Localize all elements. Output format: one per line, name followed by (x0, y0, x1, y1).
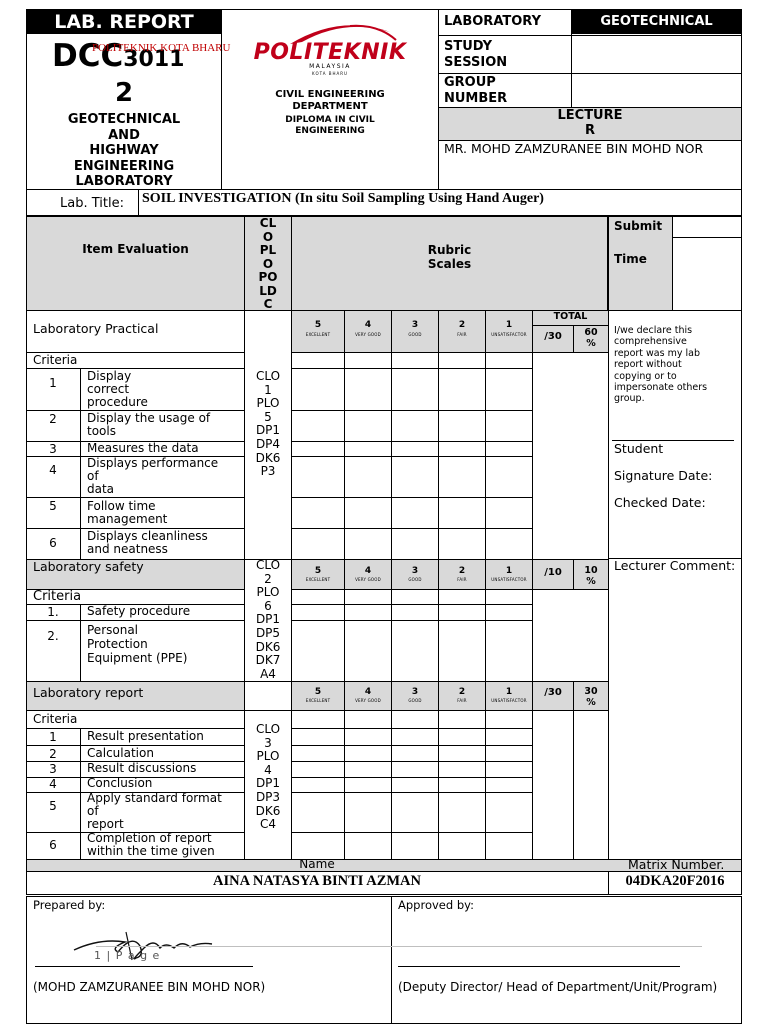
laboratory-label: LABORATORY (444, 14, 541, 29)
report-total-field[interactable] (532, 710, 609, 860)
criteria-text (87, 832, 215, 858)
practical-clo (245, 370, 291, 479)
report-clo (245, 723, 291, 832)
declaration-line: comprehensive (614, 336, 687, 348)
clo-line: A4 (260, 666, 276, 681)
politeknik-logo (250, 18, 410, 78)
group-number-label (444, 75, 507, 107)
pct-line: % (586, 338, 596, 349)
clo-plo-line: CL (259, 216, 277, 230)
criteria-line: within the time given (87, 844, 215, 858)
report-title: Laboratory report (33, 685, 144, 700)
criteria-line: Equipment (PPE) (87, 651, 188, 665)
criteria-number: 4 (49, 463, 57, 477)
practical-total-label: TOTAL (553, 311, 588, 322)
course-code-main: DCC (52, 38, 124, 74)
clo-line: PLO (256, 585, 280, 600)
scale-label: UNSATISFACTOR (491, 332, 527, 337)
scale-num: 5 (314, 687, 322, 697)
safety-total-field[interactable] (532, 589, 609, 682)
group-number-line: GROUP (444, 75, 496, 90)
clo-line: C4 (259, 817, 276, 832)
clo-line: DP1 (255, 612, 281, 627)
report-max: /30 (544, 687, 562, 698)
pct-line: % (586, 697, 596, 708)
practical-max: /30 (544, 331, 562, 342)
criteria-text (87, 777, 152, 790)
criteria-line: Protection (87, 637, 148, 651)
safety-pct (573, 565, 609, 587)
course-title (27, 112, 221, 190)
pct-line: 10 (584, 565, 598, 576)
clo-line: PLO (256, 396, 280, 411)
scale-num: 1 (505, 320, 513, 330)
clo-line: CLO (255, 558, 281, 572)
clo-line: DK7 (255, 653, 281, 668)
clo-line: DK6 (255, 639, 281, 654)
rubric-scales-label (291, 243, 608, 271)
criteria-text (87, 605, 190, 618)
criteria-line: and neatness (87, 542, 168, 556)
study-session-field[interactable] (572, 36, 741, 73)
clo-plo-line: PL (259, 243, 277, 257)
criteria-line: report (87, 817, 124, 831)
study-session-label (444, 39, 507, 71)
diploma (222, 115, 438, 137)
scale-label: VERY GOOD (355, 698, 381, 703)
scale-label: FAIR (457, 698, 467, 703)
clo-line: DP1 (255, 776, 281, 791)
scale-num: 4 (364, 687, 372, 697)
lab-title-value: SOIL INVESTIGATION (In situ Soil Sampling Using Hand Auger) (142, 191, 544, 206)
submit-label: Submit (614, 219, 663, 233)
clo-plo-line: PO (258, 270, 278, 284)
criteria-text (87, 792, 222, 831)
approved-by-label: Approved by: (398, 898, 474, 912)
criteria-number: 6 (49, 838, 57, 852)
practical-total-field[interactable] (532, 352, 609, 560)
time-field[interactable] (672, 237, 742, 311)
study-session-line: STUDY (444, 39, 493, 54)
lab-title-label: Lab. Title: (60, 196, 124, 211)
scale-label: VERY GOOD (355, 332, 381, 337)
scale-num: 3 (411, 320, 419, 330)
page-number: 1 | P a g e (94, 949, 161, 962)
criteria-line: Displays cleanliness (87, 529, 208, 543)
report-pct (573, 686, 609, 708)
scale-num: 4 (364, 566, 372, 576)
pct-line: 60 (584, 327, 598, 338)
scale-num: 4 (364, 320, 372, 330)
criteria-text (87, 412, 210, 438)
declaration-text (614, 325, 738, 405)
safety-title: Laboratory safety (33, 559, 144, 574)
criteria-text (87, 442, 199, 455)
safety-max: /10 (544, 567, 562, 578)
course-title-line: ENGINEERING (73, 158, 175, 174)
logo-sub-malaysia: MALAYSIA (309, 63, 351, 70)
department-line: CIVIL ENGINEERING (275, 89, 385, 100)
lecturer-comment-field[interactable] (609, 575, 741, 859)
criteria-number: 5 (49, 499, 57, 513)
criteria-line: correct (87, 382, 130, 396)
scale-label: UNSATISFACTOR (491, 577, 527, 582)
scale-label: UNSATISFACTOR (491, 698, 527, 703)
lecturer-label-line: LECTURE (557, 108, 623, 123)
criteria-line: data (87, 482, 115, 496)
logo-sub-city: KOTA BHARU (312, 71, 348, 76)
clo-line: CLO (255, 722, 281, 736)
name-label: Name (299, 857, 335, 871)
criteria-text (87, 623, 187, 665)
criteria-text (87, 730, 204, 743)
scale-num: 2 (458, 566, 466, 576)
declaration-line: impersonate others (614, 382, 708, 394)
time-label: Time (614, 252, 647, 266)
prepared-by-label: Prepared by: (33, 898, 106, 912)
preparer-signature-line[interactable] (35, 966, 253, 967)
clo-line: DP5 (255, 625, 281, 640)
criteria-number: 2 (49, 747, 57, 761)
criteria-text (87, 500, 167, 526)
clo-plo-line: C (263, 297, 273, 311)
criteria-number: 5 (49, 799, 57, 813)
scale-num: 5 (314, 320, 322, 330)
clo-plo-line: O (262, 229, 274, 244)
diploma-line: ENGINEERING (295, 126, 365, 136)
clo-line: DP4 (255, 436, 281, 451)
practical-criteria-label: Criteria (33, 353, 78, 367)
criteria-number: 1 (49, 376, 57, 390)
criteria-text (87, 747, 154, 760)
criteria-number: 1. (47, 605, 59, 619)
practical-title: Laboratory Practical (33, 321, 159, 336)
student-label: Student (614, 441, 664, 456)
rubric-scales-line: Rubric (427, 243, 472, 257)
criteria-text (87, 762, 196, 775)
criteria-line: procedure (87, 395, 148, 409)
clo-line: 6 (264, 598, 272, 613)
item-evaluation-header (26, 216, 245, 311)
scale-label: GOOD (408, 332, 422, 337)
course-title-line: GEOTECHNICAL (67, 112, 181, 127)
criteria-number: 2. (47, 629, 59, 643)
scale-num: 3 (411, 687, 419, 697)
department (222, 89, 438, 113)
course-title-line: HIGHWAY (89, 143, 159, 158)
report-criteria-label: Criteria (33, 712, 78, 726)
criteria-line: Measures the data (87, 441, 199, 455)
scale-num: 1 (505, 687, 513, 697)
safety-criteria-label: Criteria (33, 589, 82, 604)
course-title-line: AND (108, 127, 140, 143)
matrix-label: Matrix Number. (628, 857, 725, 872)
scale-num: 5 (314, 566, 322, 576)
practical-pct (573, 327, 609, 349)
clo-plo-line: O (262, 256, 274, 271)
declaration-line: group. (614, 393, 645, 405)
course-code-line2: 2 (114, 78, 134, 108)
criteria-line: Conclusion (87, 776, 153, 790)
criteria-line: tools (87, 424, 116, 438)
clo-line: DK6 (255, 450, 281, 465)
pct-line: % (586, 576, 596, 587)
criteria-line: of (87, 804, 99, 818)
page-divider-line (96, 946, 702, 947)
rubric-scales-line: Scales (427, 257, 472, 271)
scale-num: 1 (505, 566, 513, 576)
scale-label: GOOD (408, 577, 422, 582)
scale-num: 3 (411, 566, 419, 576)
criteria-number: 6 (49, 536, 57, 550)
clo-line: PLO (256, 749, 280, 764)
criteria-line: Safety procedure (87, 604, 191, 618)
scale-label: VERY GOOD (355, 577, 381, 582)
criteria-text (87, 530, 208, 556)
criteria-line: management (87, 512, 168, 526)
criteria-line: Apply standard format (87, 791, 222, 805)
criteria-line: Personal (87, 623, 139, 637)
clo-line: 4 (264, 762, 272, 777)
preparer-signature-icon (70, 928, 240, 968)
criteria-text (87, 370, 148, 409)
criteria-number: 3 (49, 442, 57, 456)
scale-label: GOOD (408, 698, 422, 703)
criteria-number: 2 (49, 412, 57, 426)
course-title-line: LABORATORY (75, 174, 173, 189)
declaration-line: report without (614, 359, 682, 371)
scale-label: FAIR (457, 577, 467, 582)
laboratory-value: GEOTECHNICAL (572, 10, 741, 34)
declaration-line: copying or to (614, 370, 677, 382)
logo-wordmark: POLITEKNIK (253, 40, 407, 65)
clo-line: 2 (264, 571, 272, 586)
lecturer-label-line: R (584, 123, 595, 138)
clo-line: 5 (264, 409, 272, 424)
lecturer-name: MR. MOHD ZAMZURANEE BIN MOHD NOR (444, 141, 704, 156)
course-code-suffix: 3011 (123, 47, 185, 72)
criteria-line: Follow time (87, 499, 156, 513)
clo-plo-label (245, 217, 291, 312)
criteria-line: Display (87, 369, 132, 383)
lecturer-label (439, 108, 741, 140)
criteria-number: 1 (49, 730, 57, 744)
group-number-field[interactable] (572, 74, 741, 107)
criteria-line: Result presentation (87, 729, 204, 743)
report-score-grid[interactable] (291, 710, 533, 860)
criteria-text (87, 457, 218, 496)
scale-num: 2 (458, 687, 466, 697)
criteria-line: Calculation (87, 746, 154, 760)
approver-signature-line[interactable] (398, 966, 680, 967)
pct-line: 30 (584, 686, 598, 697)
clo-plo-line: LD (259, 283, 277, 298)
scale-label: EXCELLENT (305, 698, 331, 703)
approver-role: (Deputy Director/ Head of Department/Unit/Program) (398, 980, 718, 994)
scale-num: 2 (458, 320, 466, 330)
clo-line: CLO (255, 369, 281, 383)
criteria-line: Result discussions (87, 761, 197, 775)
clo-line: DK6 (255, 803, 281, 818)
scale-label: EXCELLENT (305, 332, 331, 337)
item-evaluation-label: Item Evaluation (82, 242, 189, 256)
lecturer-comment-label: Lecturer Comment: (614, 558, 736, 573)
study-session-line: SESSION (444, 55, 508, 70)
criteria-number: 3 (49, 762, 57, 776)
preparer-name: (MOHD ZAMZURANEE BIN MOHD NOR) (33, 980, 266, 994)
group-number-line: NUMBER (444, 91, 508, 106)
student-name: AINA NATASYA BINTI AZMAN (212, 873, 421, 889)
matrix-number: 04DKA20F2016 (625, 873, 725, 889)
criteria-line: Displays performance (87, 456, 219, 470)
clo-line: DP3 (255, 789, 281, 804)
scale-label: FAIR (457, 332, 467, 337)
signature-date-label: Signature Date: (614, 468, 713, 483)
criteria-line: Completion of report (87, 831, 212, 845)
checked-date-label: Checked Date: (614, 495, 706, 510)
declaration-line: report was my lab (614, 347, 700, 359)
scale-label: EXCELLENT (305, 577, 331, 582)
clo-line: P3 (260, 464, 276, 479)
criteria-number: 4 (49, 777, 57, 791)
department-line: DEPARTMENT (292, 101, 368, 112)
submit-field[interactable] (672, 216, 742, 238)
clo-line: 1 (264, 382, 272, 397)
criteria-line: of (87, 469, 99, 483)
diploma-line: DIPLOMA IN CIVIL (285, 115, 375, 125)
clo-line: DP1 (255, 423, 281, 438)
criteria-line: Display the usage of (87, 411, 211, 425)
watermark-text: POLITEKNIK KOTA BHARU (92, 42, 231, 54)
declaration-line: I/we declare this (614, 325, 693, 336)
safety-clo (245, 559, 291, 681)
lab-report-title: LAB. REPORT (27, 10, 221, 34)
clo-line: 3 (264, 735, 272, 750)
safety-score-grid[interactable] (291, 589, 533, 682)
